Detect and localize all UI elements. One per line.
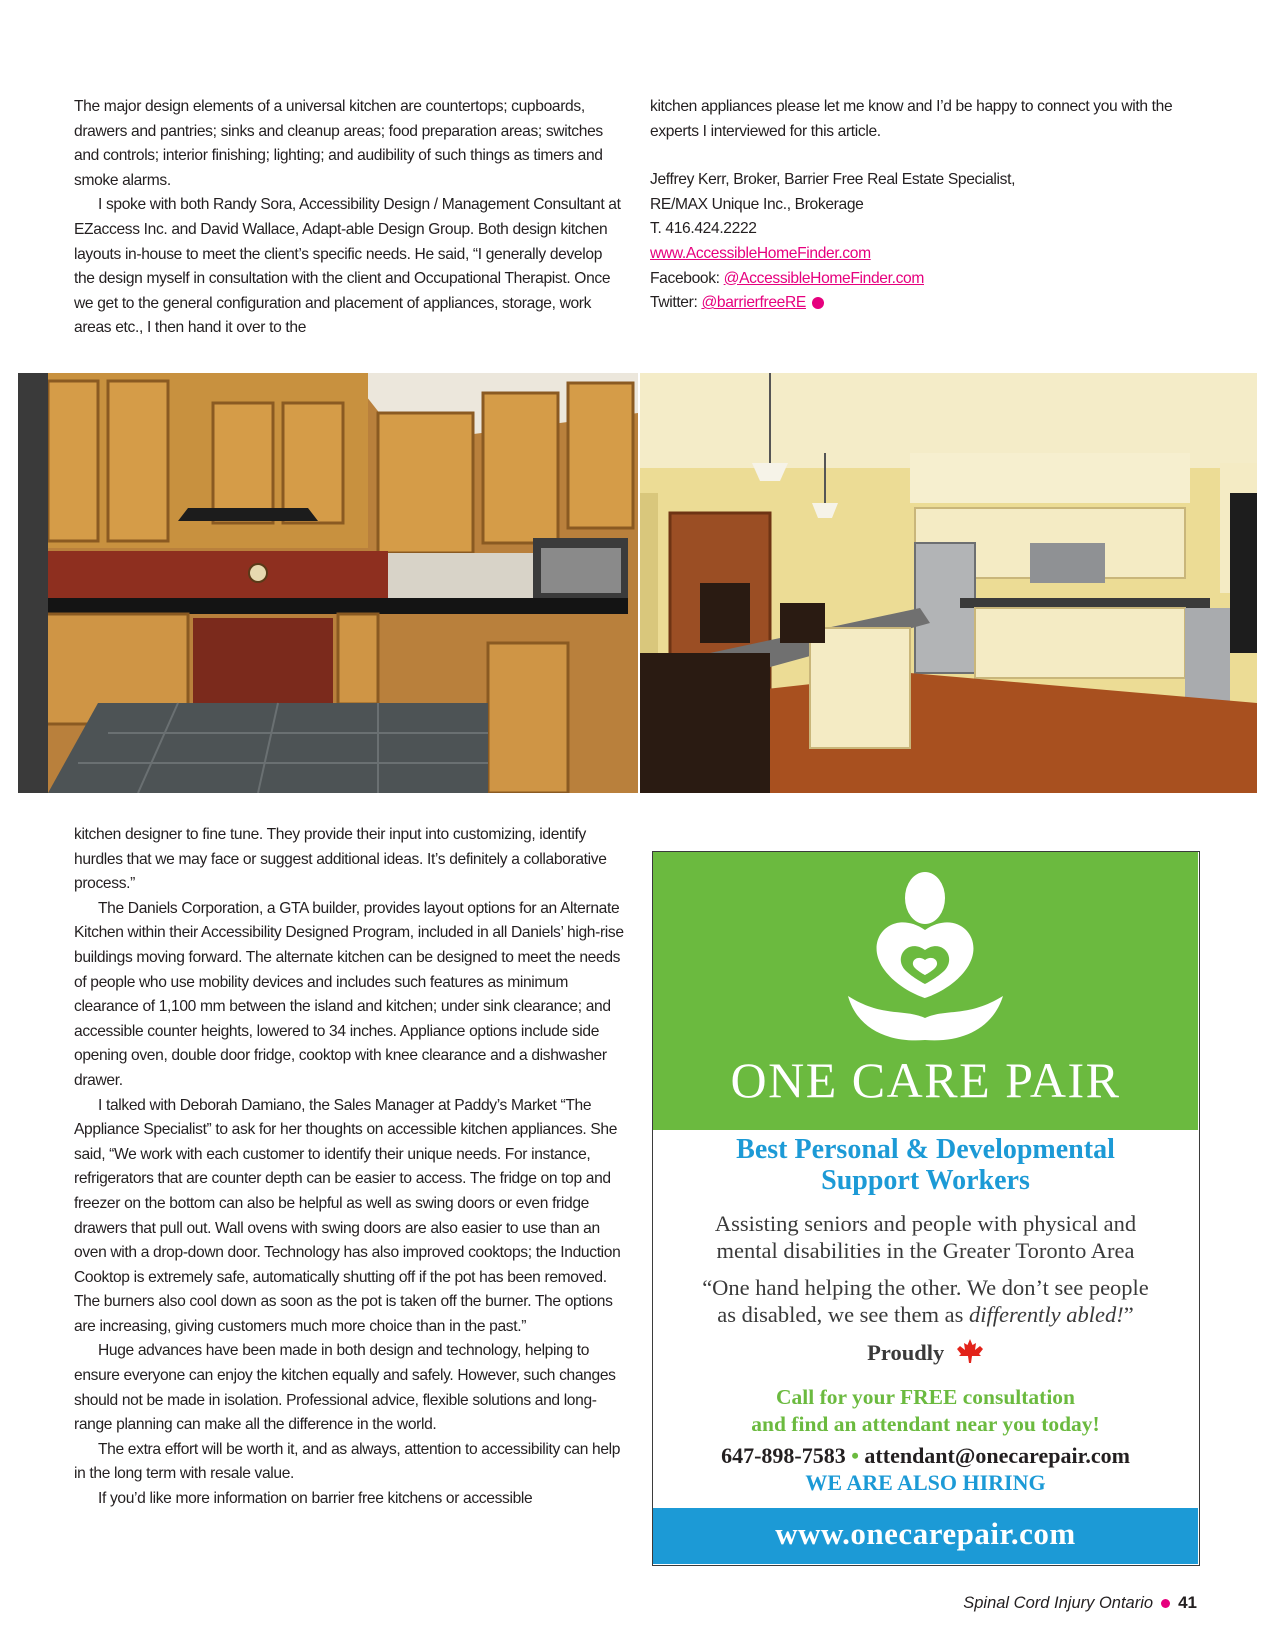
article-paragraph: I spoke with both Randy Sora, Accessibility Design / Management Consultant at EZaccess Inc. and David Wallace, Adapt-able Design Group. Both design kitchen layouts in-house to meet the client’s specific needs. He said, “I generally develop the design myself in consultation with the client and Occupational Therapist. Once we get to the general configuration and placement of appliances, storage, work areas etc., I then hand it over to the (74, 196, 621, 337)
kitchen-photo-left (18, 373, 638, 793)
ad-quote-text: as disabled, we see them as (717, 1302, 970, 1327)
ad-quote-line (653, 1301, 1198, 1328)
ad-email-link[interactable]: attendant@onecarepair.com (864, 1443, 1130, 1468)
proudly-label: Proudly (867, 1340, 945, 1365)
facebook-link[interactable]: @AccessibleHomeFinder.com (723, 269, 924, 287)
article-paragraph: The extra effort will be worth it, and as always, attention to accessibility can help in the long term with resale value. (74, 1440, 621, 1483)
ad-description-line: mental disabilities in the Greater Toronto Area (716, 1238, 1135, 1263)
twitter-label: Twitter: (650, 294, 698, 312)
author-phone-line: T. 416.424.2222 (650, 220, 757, 238)
website-link[interactable]: www.AccessibleHomeFinder.com (650, 244, 871, 262)
ad-separator: • (851, 1443, 859, 1468)
ad-headline-line: Support Workers (821, 1165, 1030, 1196)
ad-description-line: Assisting seniors and people with physical and (714, 1211, 1137, 1236)
kitchen-photo-left-image (18, 373, 638, 793)
proudly-canadian (653, 1338, 1198, 1368)
kitchen-photo-right-image (640, 373, 1257, 793)
ad-hiring-notice: WE ARE ALSO HIRING (805, 1470, 1046, 1495)
article-column-top-right (650, 95, 1210, 316)
author-company-line: RE/MAX Unique Inc., Brokerage (650, 195, 864, 213)
ad-description (653, 1210, 1198, 1264)
article-paragraph: kitchen designer to fine tune. They provide their input into customizing, identify hurdles that we may face or suggest additional ideas. It’s definitely a collaborative process.” (74, 826, 607, 893)
ad-headline (653, 1134, 1198, 1196)
ad-brand-name: ONE CARE PAIR (730, 1052, 1121, 1108)
ad-cta-line: and find an attendant near you today! (751, 1412, 1100, 1436)
page-number: 41 (1178, 1593, 1197, 1612)
ad-quote-line: “One hand helping the other. We don’t see people (702, 1275, 1149, 1300)
article-column-top-left (74, 95, 626, 341)
footer-bullet-icon (1161, 1599, 1170, 1608)
article-paragraph: Huge advances have been made in both design and technology, helping to ensure everyone can enjoy the kitchen equally and safely. However, such changes should not be made in isolation. Professional advice, flexible solutions and long-range planning can make all the difference in the world. (74, 1342, 616, 1434)
ad-website-link[interactable]: www.onecarepair.com (775, 1516, 1076, 1551)
ad-contact-line (653, 1442, 1198, 1469)
publication-name: Spinal Cord Injury Ontario (963, 1594, 1154, 1612)
article-paragraph: kitchen appliances please let me know and I’d be happy to connect you with the experts I interviewed for this article. (650, 98, 1173, 140)
ad-call-to-action (653, 1384, 1198, 1438)
ad-quote (653, 1274, 1198, 1328)
ad-url-bar (653, 1508, 1198, 1564)
ad-quote-emphasis: differently abled! (969, 1302, 1124, 1327)
one-care-pair-advertisement (652, 851, 1200, 1566)
caring-figure-logo-icon (843, 868, 1008, 1048)
article-paragraph: The Daniels Corporation, a GTA builder, provides layout options for an Alternate Kitchen within their Accessibility Designed Program, included in all Daniels’ high-rise buildings moving forward. The alternate kitchen can be designed to meet the needs of people who use mobility devices and includes such features as minimum clearance of 1,100 mm between the island and kitchen; under sink clearance; and accessible counter heights, lowered to 34 inches. Appliance options include side opening oven, double door fridge, cooktop with knee clearance and a dishwasher drawer. (74, 899, 624, 1089)
ad-quote-close: ” (1123, 1302, 1134, 1327)
end-mark-icon (812, 297, 824, 309)
ad-phone[interactable]: 647-898-7583 (721, 1443, 846, 1468)
facebook-label: Facebook: (650, 269, 720, 287)
maple-leaf-icon (956, 1338, 984, 1364)
article-paragraph: If you’d like more information on barrier free kitchens or accessible (98, 1490, 533, 1508)
twitter-link[interactable]: @barrierfreeRE (701, 294, 806, 312)
ad-cta-line: Call for your FREE consultation (775, 1385, 1076, 1409)
ad-headline-line: Best Personal & Developmental (736, 1134, 1115, 1165)
page-footer (963, 1593, 1197, 1613)
kitchen-photo-right (640, 373, 1257, 793)
article-paragraph: The major design elements of a universal kitchen are countertops; cupboards, drawers and pantries; sinks and cleanup areas; food preparation areas; switches and controls; interior finishing; lighting; and audibility of such things as timers and smoke alarms. (74, 98, 603, 189)
author-name-line: Jeffrey Kerr, Broker, Barrier Free Real Estate Specialist, (650, 171, 1016, 189)
article-paragraph: I talked with Deborah Damiano, the Sales Manager at Paddy’s Market “The Appliance Specialist” to ask for her thoughts on accessible kitchen appliances. She said, “We work with each customer to identify their unique needs. For instance, refrigerators that are counter depth can be easier to access. The fridge on top and freezer on the bottom can also be helpful as well as swing doors or even fridge drawers that pull out. Wall ovens with swing doors are also easier to use than an oven with a drop-down door. Technology has also improved cooktops; the Induction Cooktop is extremely safe, automatically shutting off if the pot has been removed. The burners also cool down as soon as the pot is taken off the burner. The options are increasing, giving customers much more choice than in the past.” (74, 1096, 621, 1335)
ad-brand-panel (653, 852, 1198, 1130)
article-column-bottom-left (74, 823, 626, 1512)
